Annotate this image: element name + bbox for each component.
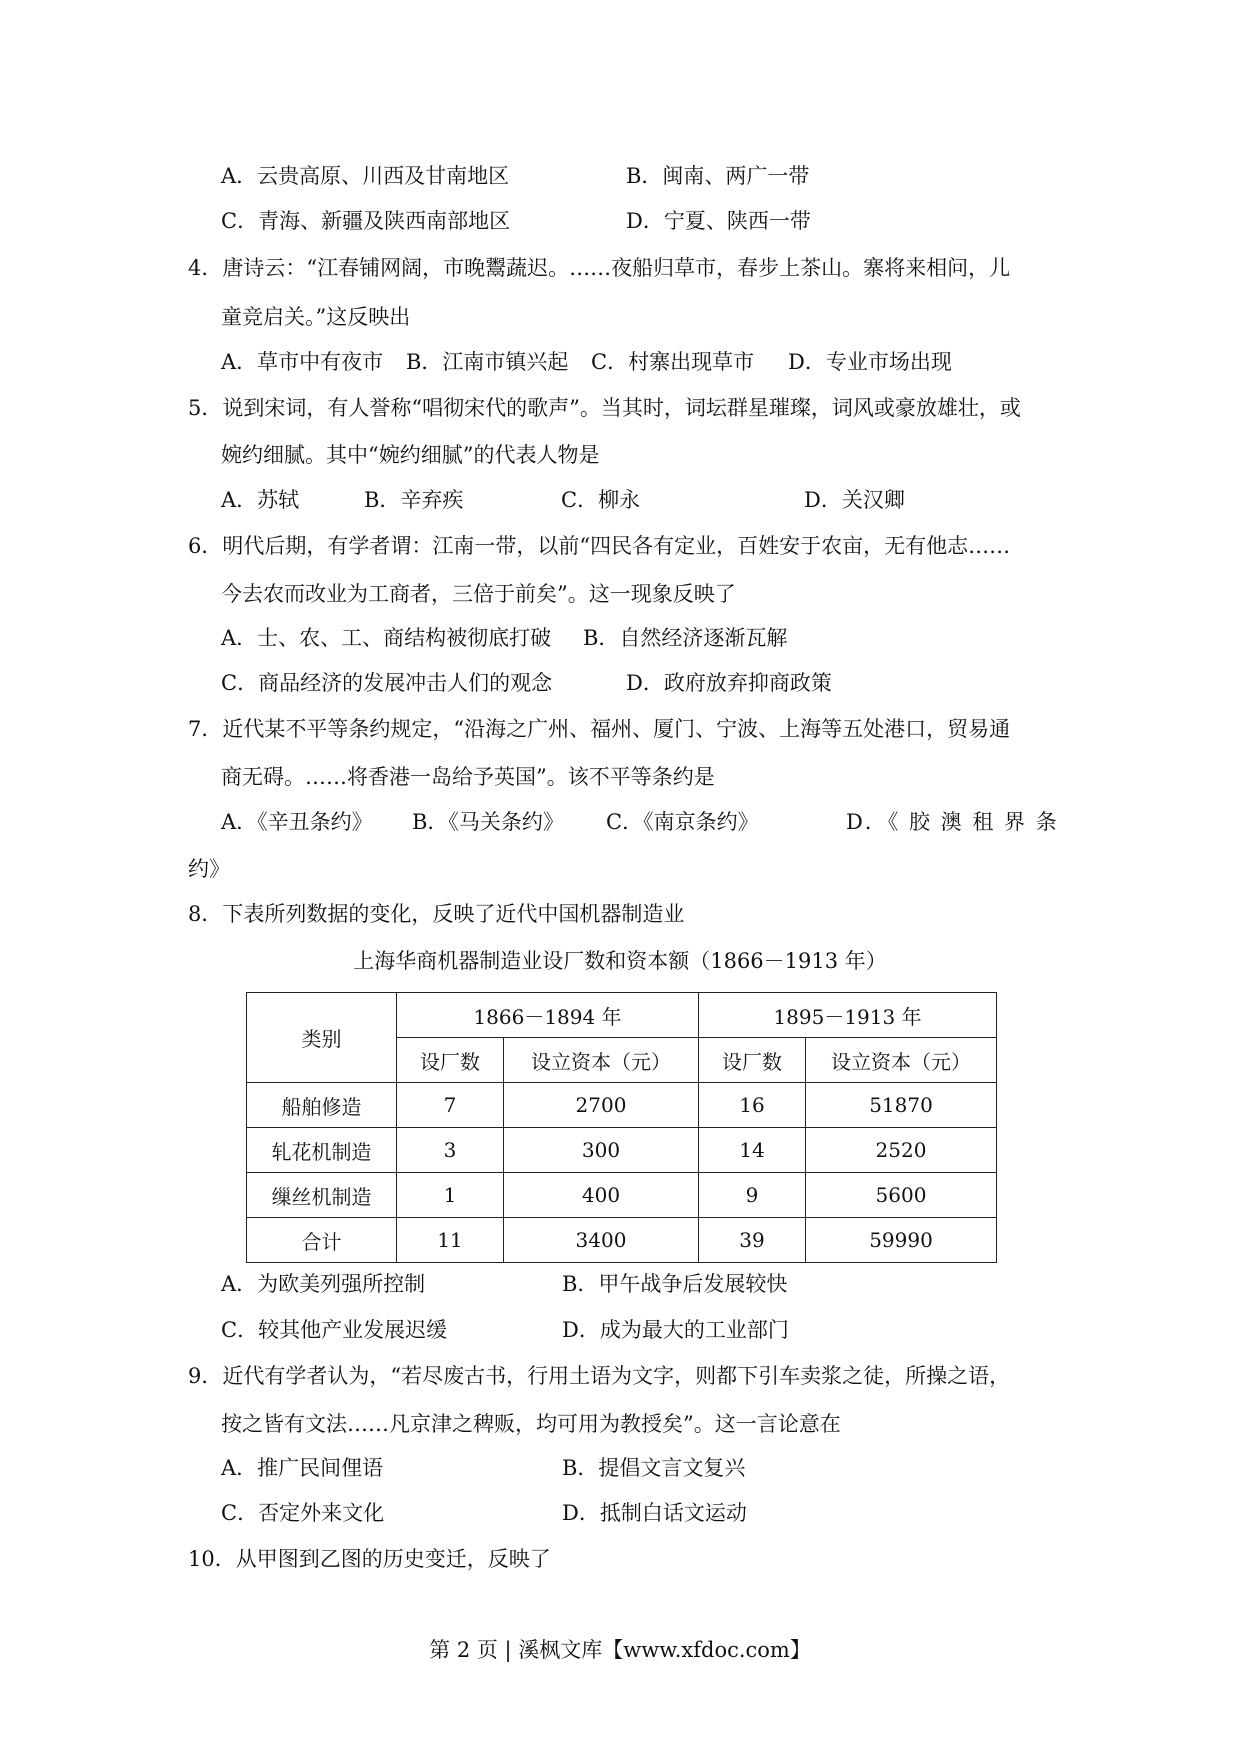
q7-stem-line2: 商无碍。……将香港一岛给予英国”。该不平等条约是 <box>221 765 715 789</box>
row-category: 缫丝机制造 <box>247 1173 397 1218</box>
row-factories-1: 3 <box>397 1128 504 1173</box>
q9-option-a: A．推广民间俚语 <box>221 1456 384 1480</box>
row-factories-2: 14 <box>699 1128 806 1173</box>
table-header-row <box>247 993 997 1038</box>
table-row <box>247 1128 997 1173</box>
q6-option-b: B．自然经济逐渐瓦解 <box>583 626 788 650</box>
q9-stem-line1: 9．近代有学者认为，“若尽废古书，行用土语为文字，则都下引车卖浆之徒，所操之语， <box>188 1364 1011 1388</box>
q6-stem-line1: 6．明代后期，有学者谓：江南一带，以前“四民各有定业，百姓安于农亩，无有他志…… <box>188 534 1011 558</box>
row-category: 轧花机制造 <box>247 1128 397 1173</box>
page-footer: 第 2 页 | 溪枫文库【www.xfdoc.com】 <box>429 1638 811 1662</box>
row-capital-1: 300 <box>504 1128 699 1173</box>
q5-option-a: A．苏轼 <box>221 488 300 512</box>
row-factories-1: 7 <box>397 1083 504 1128</box>
q3-option-b: B．闽南、两广一带 <box>626 164 810 188</box>
q3-option-c: C．青海、新疆及陕西南部地区 <box>221 209 511 233</box>
q8-option-c: C．较其他产业发展迟缓 <box>221 1318 448 1342</box>
subheader-factories-1: 设厂数 <box>397 1038 504 1083</box>
row-capital-2: 5600 <box>806 1173 997 1218</box>
table-row <box>247 1083 997 1128</box>
q8-stem: 8．下表所列数据的变化，反映了近代中国机器制造业 <box>188 902 685 926</box>
q7-option-c: C．《南京条约》 <box>606 810 759 834</box>
q5-option-d: D．关汉卿 <box>804 488 905 512</box>
q8-option-b: B．甲午战争后发展较快 <box>562 1272 788 1296</box>
q7-option-d: D．《 胶 澳 租 界 条 <box>846 810 1059 834</box>
row-capital-2: 2520 <box>806 1128 997 1173</box>
q5-option-c: C．柳永 <box>561 488 641 512</box>
subheader-capital-2: 设立资本（元） <box>806 1038 997 1083</box>
header-period-1866-1894: 1866－1894 年 <box>397 993 699 1038</box>
row-factories-2: 39 <box>699 1218 806 1263</box>
q3-option-a: A．云贵高原、川西及甘南地区 <box>221 164 510 188</box>
row-capital-1: 3400 <box>504 1218 699 1263</box>
row-capital-2: 59990 <box>806 1218 997 1263</box>
q4-option-b: B．江南市镇兴起 <box>406 350 569 374</box>
q5-stem-line1: 5．说到宋词，有人誉称“唱彻宋代的歌声”。当其时，词坛群星璀璨，词风或豪放雄壮，或 <box>188 396 1021 420</box>
row-category: 船舶修造 <box>247 1083 397 1128</box>
q4-stem-line1: 4．唐诗云：“江春铺网阔，市晚鬻蔬迟。……夜船归草市，春步上茶山。寨将来相问，儿 <box>188 256 1011 280</box>
q6-option-a: A．士、农、工、商结构被彻底打破 <box>221 626 552 650</box>
row-category: 合计 <box>247 1218 397 1263</box>
subheader-factories-2: 设厂数 <box>699 1038 806 1083</box>
q6-stem-line2: 今去农而改业为工商者，三倍于前矣”。这一现象反映了 <box>221 582 736 606</box>
q9-option-c: C．否定外来文化 <box>221 1501 385 1525</box>
q4-stem-line2: 童竞启关。”这反映出 <box>221 305 411 329</box>
row-capital-1: 400 <box>504 1173 699 1218</box>
table-row <box>247 1218 997 1263</box>
q4-option-c: C．村寨出现草市 <box>591 350 755 374</box>
row-capital-2: 51870 <box>806 1083 997 1128</box>
factory-capital-table <box>246 992 997 1263</box>
q8-option-d: D．成为最大的工业部门 <box>562 1318 789 1342</box>
q4-option-a: A．草市中有夜市 <box>221 350 384 374</box>
q5-stem-line2: 婉约细腻。其中“婉约细腻”的代表人物是 <box>221 443 600 467</box>
q5-option-b: B．辛弃疾 <box>364 488 464 512</box>
q4-option-d: D．专业市场出现 <box>788 350 952 374</box>
q7-option-a: A．《辛丑条约》 <box>221 810 373 834</box>
header-category: 类别 <box>247 993 397 1083</box>
row-factories-2: 16 <box>699 1083 806 1128</box>
q7-option-d-wrap: 约》 <box>188 857 230 881</box>
table-row <box>247 1173 997 1218</box>
q9-option-b: B．提倡文言文复兴 <box>562 1456 746 1480</box>
header-period-1895-1913: 1895－1913 年 <box>699 993 997 1038</box>
row-factories-1: 11 <box>397 1218 504 1263</box>
row-factories-1: 1 <box>397 1173 504 1218</box>
q7-stem-line1: 7．近代某不平等条约规定，“沿海之广州、福州、厦门、宁波、上海等五处港口，贸易通 <box>188 717 1011 741</box>
q6-option-c: C．商品经济的发展冲击人们的观念 <box>221 671 553 695</box>
q10-stem: 10．从甲图到乙图的历史变迁，反映了 <box>188 1547 551 1571</box>
q3-option-d: D．宁夏、陕西一带 <box>626 209 811 233</box>
q8-option-a: A．为欧美列强所控制 <box>221 1272 426 1296</box>
q6-option-d: D．政府放弃抑商政策 <box>626 671 832 695</box>
q7-option-b: B．《马关条约》 <box>412 810 564 834</box>
q8-table-title: 上海华商机器制造业设厂数和资本额（1866－1913 年） <box>353 949 887 973</box>
q9-option-d: D．抵制白话文运动 <box>562 1501 747 1525</box>
subheader-capital-1: 设立资本（元） <box>504 1038 699 1083</box>
q9-stem-line2: 按之皆有文法……凡京津之稗贩，均可用为教授矣”。这一言论意在 <box>221 1412 841 1436</box>
row-capital-1: 2700 <box>504 1083 699 1128</box>
row-factories-2: 9 <box>699 1173 806 1218</box>
